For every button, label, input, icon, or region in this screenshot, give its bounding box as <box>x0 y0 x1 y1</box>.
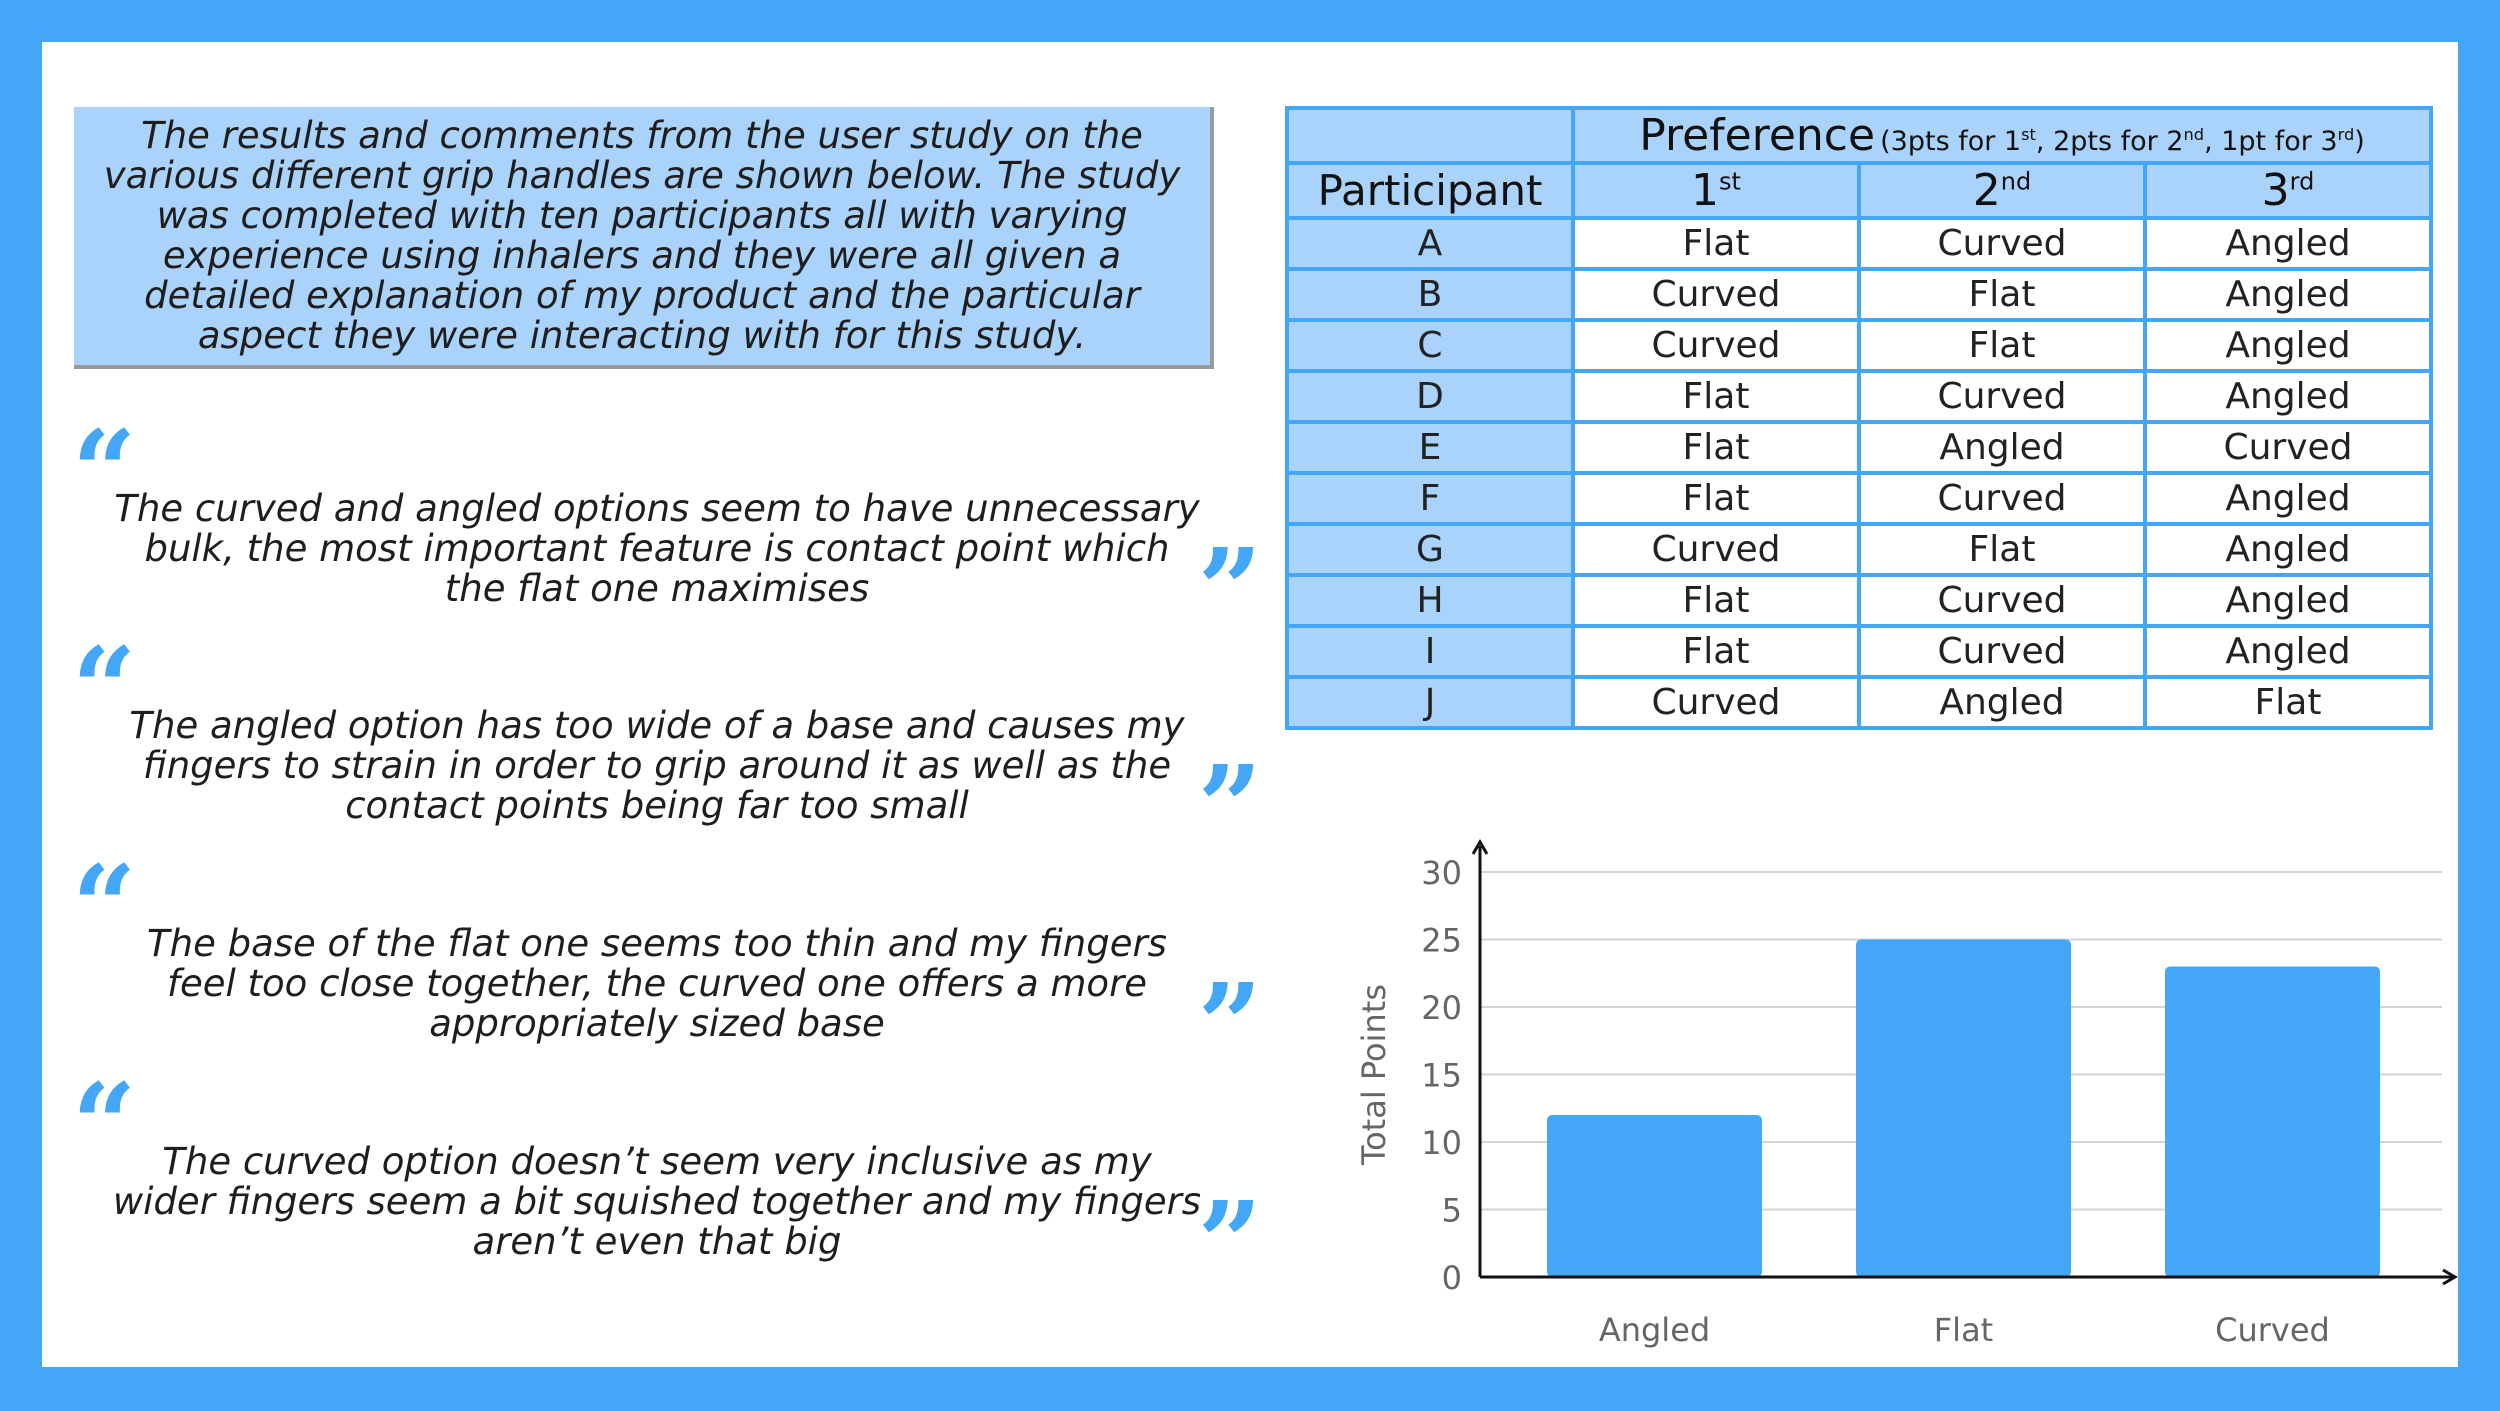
first-choice-cell: Flat <box>1573 473 1859 524</box>
first-choice-cell: Curved <box>1573 524 1859 575</box>
rank-header-2: 2nd <box>1859 163 2145 218</box>
third-choice-cell: Angled <box>2145 218 2431 269</box>
y-tick-label: 30 <box>1421 854 1462 892</box>
open-quote-icon: “ <box>72 842 137 973</box>
second-choice-cell: Angled <box>1859 677 2145 728</box>
close-quote-icon: ” <box>1197 1178 1262 1309</box>
participant-cell: B <box>1287 269 1573 320</box>
y-tick-label: 15 <box>1421 1056 1462 1095</box>
table-row <box>1287 422 2431 473</box>
bar-chart <box>1282 772 2458 1362</box>
x-tick-label: Flat <box>1933 1311 1994 1349</box>
first-choice-cell: Curved <box>1573 677 1859 728</box>
participant-cell: C <box>1287 320 1573 371</box>
preference-table <box>1285 106 2433 730</box>
second-choice-cell: Flat <box>1859 269 2145 320</box>
participant-cell: H <box>1287 575 1573 626</box>
y-tick-label: 25 <box>1421 921 1462 960</box>
second-choice-cell: Flat <box>1859 320 2145 371</box>
table-row <box>1287 320 2431 371</box>
y-tick-label: 5 <box>1441 1191 1462 1230</box>
participant-cell: A <box>1287 218 1573 269</box>
table-corner-cell <box>1287 108 1573 163</box>
third-choice-cell: Angled <box>2145 575 2431 626</box>
intro-text: The results and comments from the user study on the various different grip handles are shown below. The study was completed with ten participants all with varying experience using inhalers and they were all given a detailed explanation of my product and the particular aspect they were interacting with for this study. <box>103 114 1181 357</box>
third-choice-cell: Angled <box>2145 524 2431 575</box>
preference-header <box>1573 108 2431 163</box>
second-choice-cell: Flat <box>1859 524 2145 575</box>
points-note: (3pts for 1st, 2pts for 2nd, 1pt for 3rd) <box>1880 125 2365 157</box>
rank-header-3: 3rd <box>2145 163 2431 218</box>
quote-text: The base of the flat one seems too thin and my fingers feel too close together, the curved one offers a more appropriately sized base <box>147 922 1167 1045</box>
table-row <box>1287 677 2431 728</box>
y-tick-label: 20 <box>1421 989 1462 1027</box>
participant-cell: E <box>1287 422 1573 473</box>
first-choice-cell: Flat <box>1573 422 1859 473</box>
quote-1 <box>72 407 1262 656</box>
first-choice-cell: Flat <box>1573 575 1859 626</box>
second-choice-cell: Curved <box>1859 473 2145 524</box>
second-choice-cell: Curved <box>1859 575 2145 626</box>
content-panel <box>42 42 2458 1367</box>
rank-header-1: 1st <box>1573 163 1859 218</box>
intro-box <box>74 107 1214 369</box>
preference-title: Preference <box>1639 110 1876 161</box>
table-row <box>1287 218 2431 269</box>
close-quote-icon: ” <box>1197 960 1262 1091</box>
quote-text: The curved and angled options seem to have unnecessary bulk, the most important feature is contact point which the flat one maximises <box>114 487 1200 610</box>
y-tick-label: 0 <box>1441 1259 1462 1297</box>
close-quote-icon: ” <box>1197 525 1262 656</box>
bar-chart-svg <box>1282 772 2458 1362</box>
quote-3 <box>72 842 1262 1091</box>
quote-4 <box>72 1060 1262 1309</box>
participant-cell: I <box>1287 626 1573 677</box>
participant-cell: G <box>1287 524 1573 575</box>
participant-cell: D <box>1287 371 1573 422</box>
quote-text: The curved option doesn’t seem very inclusive as my wider fingers seem a bit squished together and my fingers aren’t even that big <box>112 1140 1202 1263</box>
open-quote-icon: “ <box>72 407 137 538</box>
second-choice-cell: Curved <box>1859 626 2145 677</box>
participant-cell: J <box>1287 677 1573 728</box>
bar-curved <box>2165 967 2380 1278</box>
third-choice-cell: Angled <box>2145 269 2431 320</box>
third-choice-cell: Angled <box>2145 473 2431 524</box>
second-choice-cell: Curved <box>1859 218 2145 269</box>
third-choice-cell: Flat <box>2145 677 2431 728</box>
third-choice-cell: Curved <box>2145 422 2431 473</box>
table-row <box>1287 626 2431 677</box>
table-row <box>1287 575 2431 626</box>
second-choice-cell: Curved <box>1859 371 2145 422</box>
table-row <box>1287 524 2431 575</box>
first-choice-cell: Flat <box>1573 371 1859 422</box>
x-tick-label: Curved <box>2215 1311 2330 1349</box>
first-choice-cell: Curved <box>1573 320 1859 371</box>
quote-text: The angled option has too wide of a base and causes my fingers to strain in order to grip around it as well as the contact points being far too small <box>129 704 1185 827</box>
third-choice-cell: Angled <box>2145 320 2431 371</box>
first-choice-cell: Flat <box>1573 626 1859 677</box>
y-axis-label: Total Points <box>1355 983 1393 1166</box>
bar-angled <box>1547 1115 1762 1277</box>
open-quote-icon: “ <box>72 1060 137 1191</box>
first-choice-cell: Flat <box>1573 218 1859 269</box>
third-choice-cell: Angled <box>2145 626 2431 677</box>
close-quote-icon: ” <box>1197 742 1262 873</box>
y-tick-label: 10 <box>1421 1124 1462 1162</box>
third-choice-cell: Angled <box>2145 371 2431 422</box>
participant-header: Participant <box>1287 163 1573 218</box>
quote-2 <box>72 624 1262 873</box>
x-tick-label: Angled <box>1598 1311 1711 1349</box>
table-row <box>1287 269 2431 320</box>
first-choice-cell: Curved <box>1573 269 1859 320</box>
preference-table-wrap <box>1285 106 2433 730</box>
table-row <box>1287 473 2431 524</box>
table-row <box>1287 371 2431 422</box>
participant-cell: F <box>1287 473 1573 524</box>
open-quote-icon: “ <box>72 624 137 755</box>
second-choice-cell: Angled <box>1859 422 2145 473</box>
bar-flat <box>1856 940 2071 1278</box>
